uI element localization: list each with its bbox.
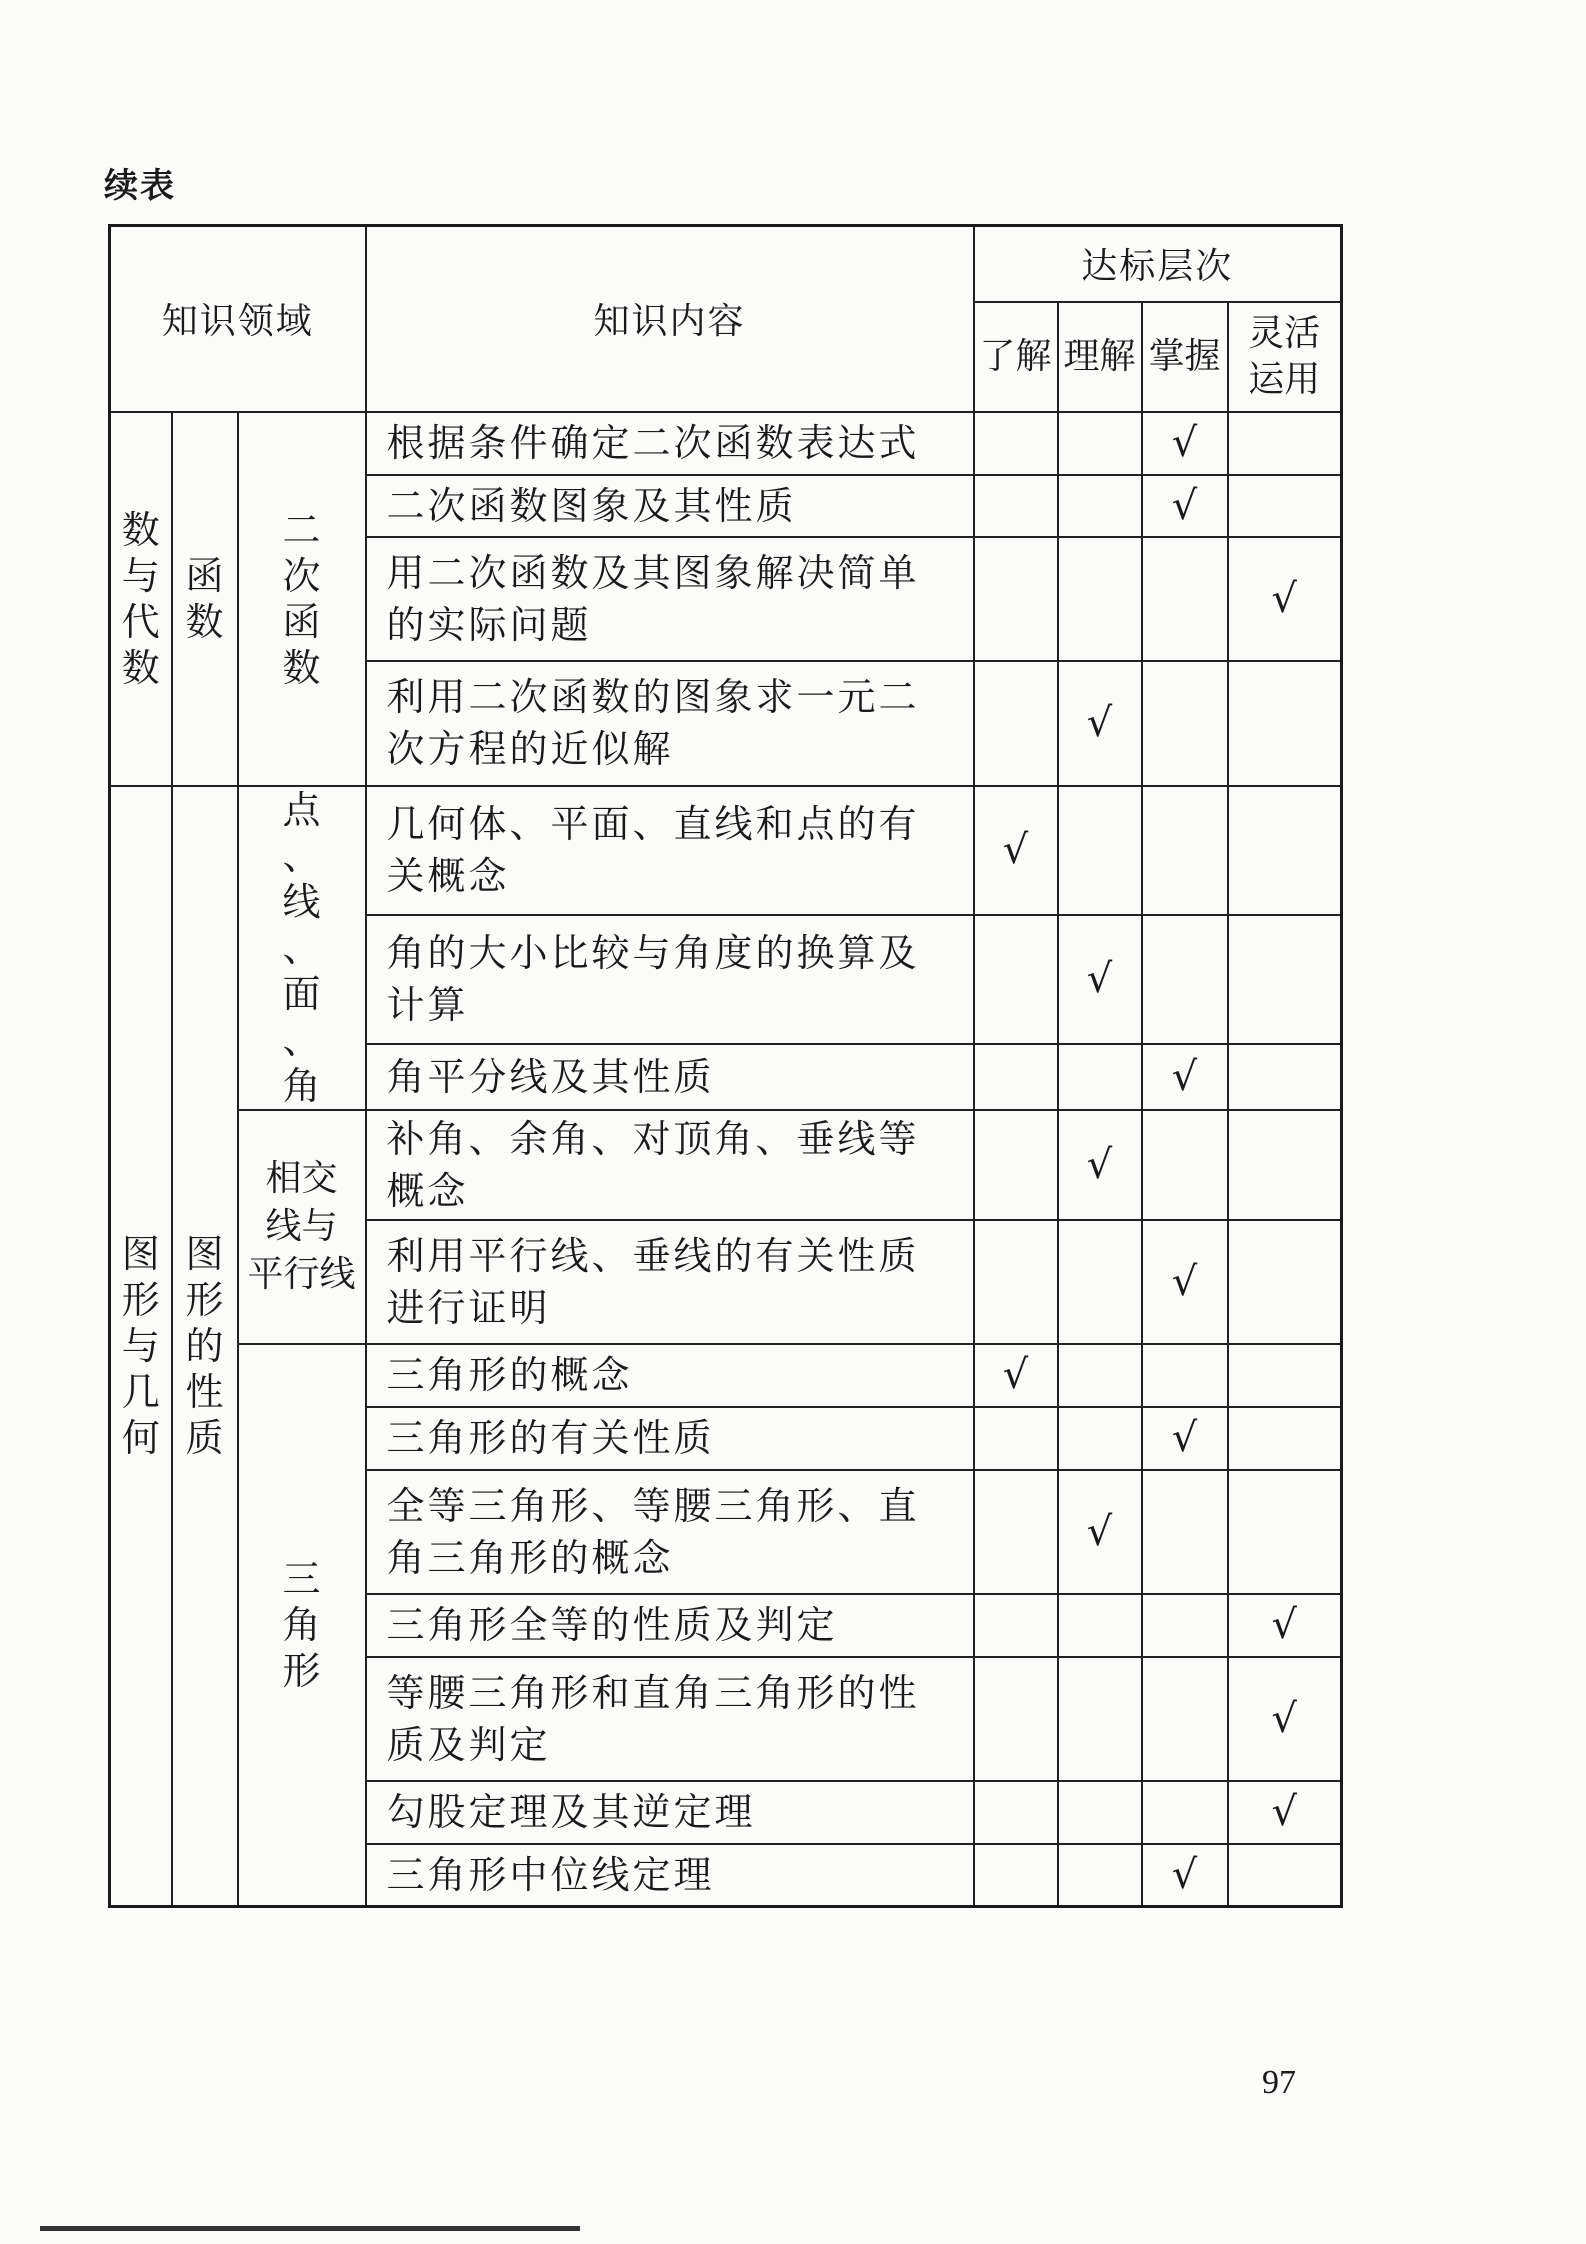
check-mark-icon: √ (1086, 956, 1113, 1003)
level-cell (1142, 915, 1228, 1044)
level-cell (974, 1470, 1058, 1594)
level-cell (1058, 915, 1142, 1044)
level-cell (1228, 1594, 1342, 1657)
table-row (110, 1344, 1342, 1407)
level-cell (1142, 1844, 1228, 1907)
table-row (110, 786, 1342, 915)
levels-header: 达标层次 (974, 226, 1342, 302)
content-cell: 三角形全等的性质及判定 (366, 1594, 974, 1657)
level-header-4 (1228, 302, 1342, 412)
level-cell (1228, 1044, 1342, 1110)
level-cell (1058, 1594, 1142, 1657)
check-mark-icon: √ (1171, 1258, 1198, 1305)
level-cell (1228, 915, 1342, 1044)
level-cell (1228, 661, 1342, 786)
level-cell (1058, 1110, 1142, 1220)
check-mark-icon: √ (1171, 482, 1198, 529)
level-cell (974, 1844, 1058, 1907)
content-cell: 三角形中位线定理 (366, 1844, 974, 1907)
level-cell (1058, 412, 1142, 475)
level-cell (1142, 1344, 1228, 1407)
content-cell: 几何体、平面、直线和点的有关概念 (366, 786, 974, 915)
level-cell (974, 537, 1058, 661)
content-cell: 全等三角形、等腰三角形、直角三角形的概念 (366, 1470, 974, 1594)
check-mark-icon: √ (1171, 1415, 1198, 1461)
level-cell (1142, 1407, 1228, 1470)
content-cell: 等腰三角形和直角三角形的性质及判定 (366, 1657, 974, 1781)
level-cell (1058, 786, 1142, 915)
level-label: 灵活 运用 (1248, 312, 1321, 400)
level-cell (1142, 475, 1228, 537)
level-cell (1058, 1470, 1142, 1594)
table-row (110, 412, 1342, 475)
level-header-2 (1058, 302, 1142, 412)
level-label: 理解 (1063, 335, 1136, 377)
topic-group-2: 点 、 线 、 面 、 角 (238, 786, 366, 1110)
level-cell (974, 475, 1058, 537)
level-label: 了解 (979, 335, 1052, 377)
level-label: 掌握 (1148, 335, 1221, 377)
topic-group-3: 相交 线与 平行线 (238, 1110, 366, 1344)
check-mark-icon: √ (1171, 1053, 1198, 1100)
content-cell: 三角形的有关性质 (366, 1407, 974, 1470)
level-cell (1058, 1407, 1142, 1470)
field-group-1: 数 与 代 数 (110, 412, 172, 786)
level-cell (1058, 1344, 1142, 1407)
level-cell (974, 1781, 1058, 1844)
level-cell (974, 412, 1058, 475)
field-group-2: 图 形 与 几 何 (110, 786, 172, 1907)
check-mark-icon: √ (1002, 1352, 1029, 1398)
level-cell (974, 1344, 1058, 1407)
level-cell (1142, 661, 1228, 786)
check-mark-icon: √ (1086, 1141, 1113, 1188)
level-cell (1142, 1781, 1228, 1844)
level-cell (1228, 1220, 1342, 1344)
subfield-group-1: 函 数 (172, 412, 238, 786)
level-cell (1058, 1781, 1142, 1844)
check-mark-icon: √ (1086, 700, 1113, 746)
level-cell (1228, 786, 1342, 915)
level-cell (1058, 1844, 1142, 1907)
table-row (110, 1110, 1342, 1220)
check-mark-icon: √ (1271, 1789, 1298, 1835)
content-cell: 利用平行线、垂线的有关性质进行证明 (366, 1220, 974, 1344)
check-mark-icon: √ (1271, 1695, 1298, 1742)
level-header-1 (974, 302, 1058, 412)
content-cell: 根据条件确定二次函数表达式 (366, 412, 974, 475)
level-cell (1142, 1220, 1228, 1344)
level-cell (974, 1657, 1058, 1781)
check-mark-icon: √ (1271, 575, 1298, 622)
level-cell (1228, 1344, 1342, 1407)
content-cell: 三角形的概念 (366, 1344, 974, 1407)
page-number: 97 (1262, 2064, 1296, 2101)
level-cell (974, 1110, 1058, 1220)
check-mark-icon: √ (1086, 1508, 1113, 1555)
level-cell (974, 1407, 1058, 1470)
check-mark-icon: √ (1002, 827, 1029, 874)
level-cell (1058, 1657, 1142, 1781)
standards-table (108, 224, 1343, 1908)
content-cell: 补角、余角、对顶角、垂线等概念 (366, 1110, 974, 1220)
level-cell (1142, 1594, 1228, 1657)
level-cell (974, 1044, 1058, 1110)
content-cell: 角平分线及其性质 (366, 1044, 974, 1110)
level-cell (1228, 1470, 1342, 1594)
level-cell (1058, 661, 1142, 786)
level-cell (1142, 412, 1228, 475)
level-cell (1058, 1220, 1142, 1344)
page-edge-rule (40, 2226, 580, 2231)
level-cell (1228, 412, 1342, 475)
check-mark-icon: √ (1171, 1851, 1198, 1898)
level-cell (1142, 1044, 1228, 1110)
level-cell (974, 661, 1058, 786)
level-cell (1142, 786, 1228, 915)
level-cell (1142, 1657, 1228, 1781)
level-cell (1228, 1781, 1342, 1844)
level-cell (1228, 537, 1342, 661)
content-cell: 二次函数图象及其性质 (366, 475, 974, 537)
topic-group-4: 三 角 形 (238, 1344, 366, 1907)
level-cell (1142, 537, 1228, 661)
level-cell (1228, 1407, 1342, 1470)
check-mark-icon: √ (1171, 420, 1198, 466)
field-header: 知识领域 (110, 226, 366, 412)
level-cell (1142, 1470, 1228, 1594)
level-cell (1058, 537, 1142, 661)
content-cell: 勾股定理及其逆定理 (366, 1781, 974, 1844)
topic-group-1: 二 次 函 数 (238, 412, 366, 786)
level-cell (974, 786, 1058, 915)
level-cell (974, 1594, 1058, 1657)
level-cell (974, 915, 1058, 1044)
content-cell: 用二次函数及其图象解决简单的实际问题 (366, 537, 974, 661)
level-cell (974, 1220, 1058, 1344)
check-mark-icon: √ (1271, 1602, 1298, 1648)
level-header-3 (1142, 302, 1228, 412)
level-cell (1228, 1844, 1342, 1907)
content-header: 知识内容 (366, 226, 974, 412)
content-cell: 角的大小比较与角度的换算及计算 (366, 915, 974, 1044)
level-cell (1058, 475, 1142, 537)
level-cell (1142, 1110, 1228, 1220)
level-cell (1228, 1110, 1342, 1220)
level-cell (1228, 1657, 1342, 1781)
header-row-1 (110, 226, 1342, 302)
subfield-group-2: 图 形 的 性 质 (172, 786, 238, 1907)
level-cell (1228, 475, 1342, 537)
level-cell (1058, 1044, 1142, 1110)
table-caption: 续表 (104, 166, 176, 206)
content-cell: 利用二次函数的图象求一元二次方程的近似解 (366, 661, 974, 786)
